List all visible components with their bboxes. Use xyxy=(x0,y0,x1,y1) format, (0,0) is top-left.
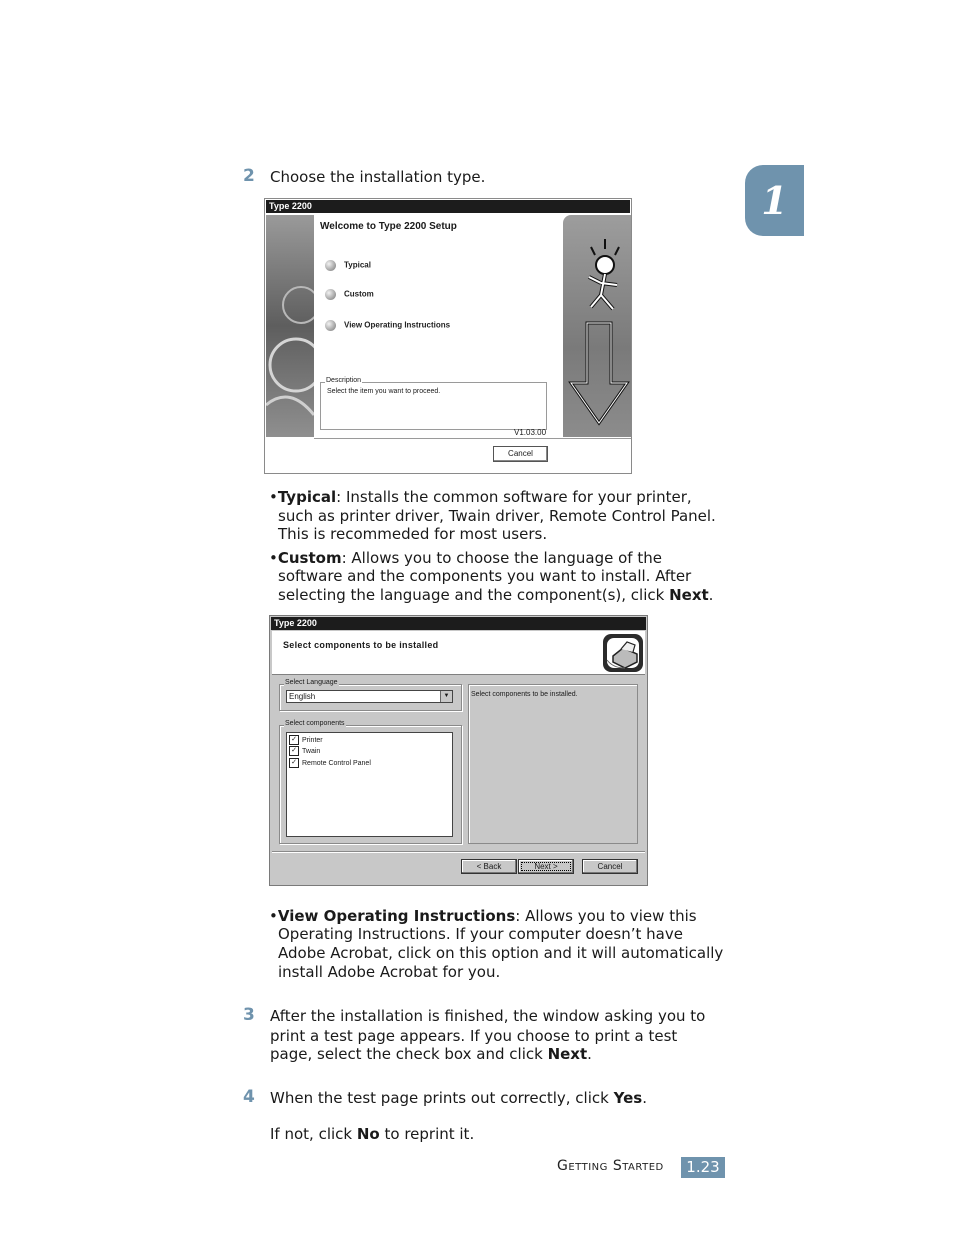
step-text xyxy=(270,1089,647,1108)
bullet-term: View Operating Instructions xyxy=(277,907,516,925)
setup-window-screenshot xyxy=(264,198,632,474)
bold-word: Next xyxy=(547,1045,588,1063)
bullet-custom: •Custom: Allows you to choose the language of the xyxy=(269,549,662,567)
bullet-text-line xyxy=(278,586,713,605)
version-label: V1.03.00 xyxy=(514,428,547,437)
next-button[interactable]: Next > xyxy=(518,859,574,874)
option-label: Custom xyxy=(344,289,374,299)
decorative-art-right xyxy=(561,215,631,437)
language-label: Select Language xyxy=(285,679,338,686)
cancel-button[interactable]: Cancel xyxy=(582,859,638,874)
bold-word: No xyxy=(356,1125,380,1143)
list-item[interactable] xyxy=(289,735,323,745)
option-label: View Operating Instructions xyxy=(344,320,451,330)
step-text: Choose the installation type. xyxy=(270,168,486,186)
option-view-instructions[interactable] xyxy=(325,320,450,331)
info-text: Select components to be installed. xyxy=(471,691,578,698)
step-text xyxy=(270,1045,592,1064)
window-titlebar: Type 2200 xyxy=(266,200,630,213)
bullet-text-line: Adobe Acrobat, click on this option and it will automatically xyxy=(278,944,724,962)
step-text-part: to reprint it. xyxy=(379,1125,475,1143)
dialog-header xyxy=(272,631,645,675)
step-text: After the installation is finished, the window asking you to xyxy=(270,1007,706,1025)
bullet-text-line: Operating Instructions. If your computer doesn’t have xyxy=(278,925,683,943)
bullet-text-line: install Adobe Acrobat for you. xyxy=(278,963,501,981)
printer-icon xyxy=(603,634,643,672)
bold-word: Next xyxy=(669,586,709,604)
description-label: Description xyxy=(326,377,362,384)
component-name: Remote Control Panel xyxy=(302,759,371,767)
divider xyxy=(272,851,645,853)
bold-word: Yes xyxy=(613,1089,643,1107)
step-number: 3 xyxy=(243,1005,255,1025)
step-text: print a test page appears. If you choose to print a test xyxy=(270,1027,678,1045)
punctuation: . xyxy=(587,1045,592,1063)
radio-icon xyxy=(325,289,336,300)
components-window-screenshot xyxy=(269,615,648,886)
bullet-text: : Installs the common software for your printer, xyxy=(336,488,692,506)
radio-icon xyxy=(325,320,336,331)
radio-icon xyxy=(325,260,336,271)
language-value: English xyxy=(289,692,316,701)
bullet-text-line: This is recommeded for most users. xyxy=(278,525,548,543)
list-item[interactable] xyxy=(289,746,320,756)
bullet-text-line: software and the components you want to install. After xyxy=(278,567,692,585)
divider xyxy=(314,438,631,439)
chapter-tab: 1 xyxy=(745,165,804,236)
cancel-button[interactable]: Cancel xyxy=(493,446,548,462)
checkbox-checked-icon[interactable]: ✓ xyxy=(289,746,299,756)
component-name: Printer xyxy=(302,736,323,744)
list-item[interactable] xyxy=(289,758,371,768)
step-number: 4 xyxy=(243,1087,255,1107)
language-select[interactable] xyxy=(286,690,453,703)
back-button[interactable]: < Back xyxy=(461,859,517,874)
step-text-part: When the test page prints out correctly, click xyxy=(270,1089,614,1107)
bullet-text: selecting the language and the component(s), click xyxy=(278,586,670,604)
option-typical[interactable] xyxy=(325,260,371,271)
bullet-text: : Allows you to choose the language of the xyxy=(341,549,662,567)
footer-section-title: Getting Started xyxy=(557,1158,664,1174)
welcome-heading: Welcome to Type 2200 Setup xyxy=(320,221,457,232)
punctuation: . xyxy=(708,586,714,604)
bullet-text: : Allows you to view this xyxy=(515,907,697,925)
step-text xyxy=(270,1125,474,1144)
bullet-term: Typical xyxy=(277,488,337,506)
bullet-text-line: such as printer driver, Twain driver, Remote Control Panel. xyxy=(278,507,716,525)
components-label: Select components xyxy=(285,720,345,727)
option-custom[interactable] xyxy=(325,289,374,300)
step-text-part: page, select the check box and click xyxy=(270,1045,548,1063)
component-name: Twain xyxy=(302,747,321,755)
window-titlebar: Type 2200 xyxy=(271,617,646,630)
components-list xyxy=(286,732,453,837)
page-number: 1.23 xyxy=(681,1157,725,1178)
step-number: 2 xyxy=(243,166,255,186)
bullet-view-instructions: •View Operating Instructions: Allows you to view this xyxy=(269,907,697,925)
chevron-down-icon[interactable]: ▼ xyxy=(440,691,452,702)
header-text: Select components to be installed xyxy=(283,640,439,650)
description-text: Select the item you want to proceed. xyxy=(327,388,441,395)
punctuation: . xyxy=(642,1089,647,1107)
bullet-typical: •Typical: Installs the common software for your printer, xyxy=(269,488,692,506)
step-text-part: If not, click xyxy=(270,1125,357,1143)
bullet-term: Custom xyxy=(277,549,342,567)
checkbox-checked-icon[interactable]: ✓ xyxy=(289,735,299,745)
option-label: Typical xyxy=(344,260,371,270)
decorative-art-left xyxy=(266,215,314,437)
checkbox-checked-icon[interactable]: ✓ xyxy=(289,758,299,768)
info-panel xyxy=(468,684,638,844)
